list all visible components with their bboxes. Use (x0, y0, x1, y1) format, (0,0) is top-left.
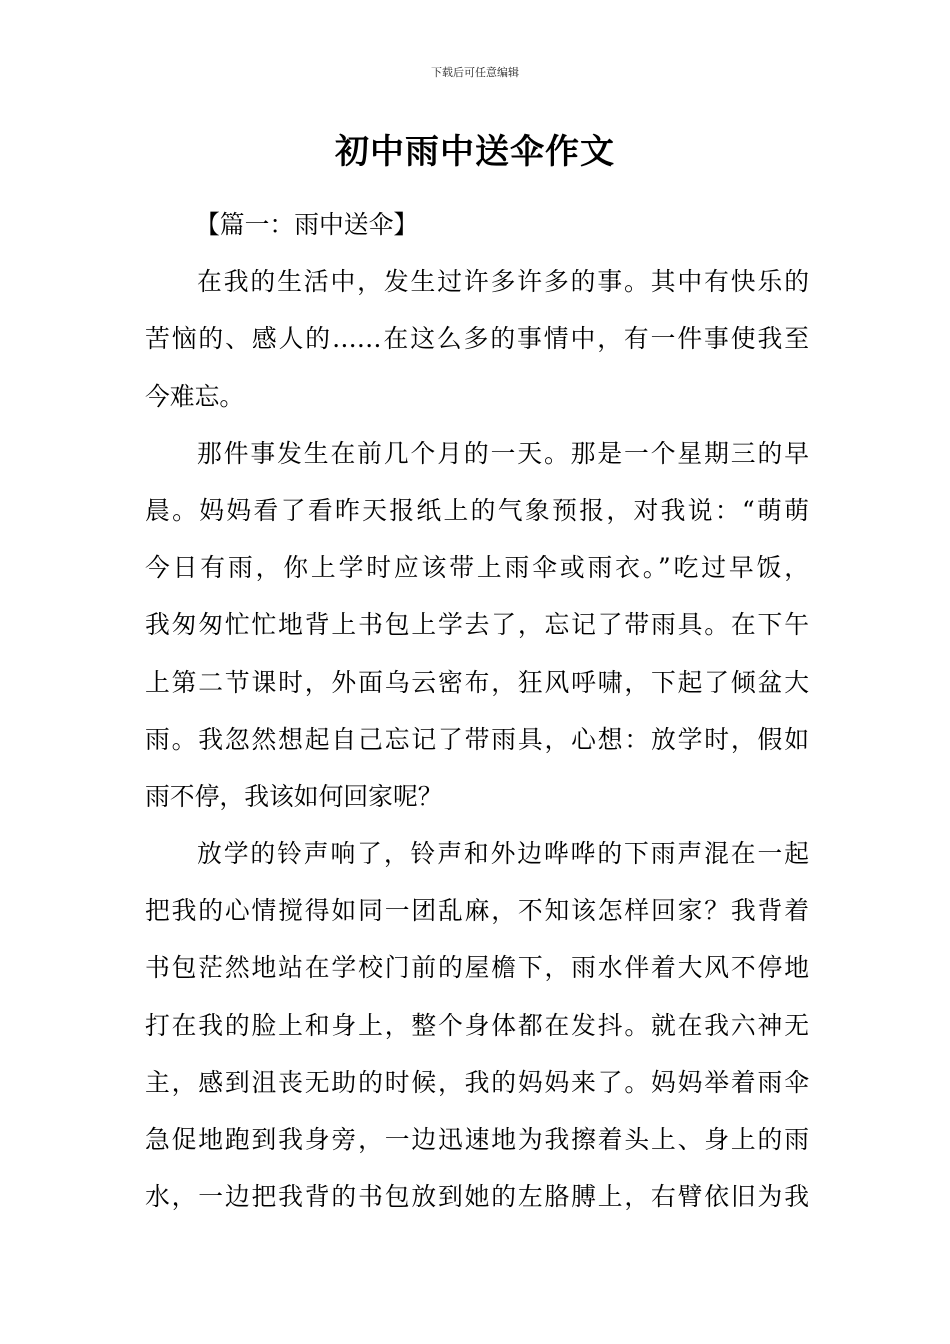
paragraph-line: 急促地跑到我身旁，一边迅速地为我擦着头上、身上的雨 (145, 1125, 809, 1155)
paragraph-line: 雨。我忽然想起自己忘记了带雨具，心想：放学时，假如 (145, 724, 809, 754)
paragraph-line: 雨不停，我该如何回家呢？ (145, 781, 443, 811)
paragraph-line: 主，感到沮丧无助的时候，我的妈妈来了。妈妈举着雨伞 (145, 1067, 809, 1097)
paragraph-line: 我匆匆忙忙地背上书包上学去了，忘记了带雨具。在下午 (145, 610, 809, 640)
section-heading: 【篇一：雨中送伞】 (195, 210, 419, 239)
paragraph-line: 上第二节课时，外面乌云密布，狂风呼啸，下起了倾盆大 (145, 667, 809, 697)
document-title: 初中雨中送伞作文 (335, 132, 615, 172)
paragraph-line: 在我的生活中，发生过许多许多的事。其中有快乐的 (197, 267, 809, 297)
document-body (145, 196, 809, 1225)
paragraph-line: 苦恼的、感人的……在这么多的事情中，有一件事使我至 (145, 324, 809, 354)
paragraph-line: 水，一边把我背的书包放到她的左胳膊上，右臂依旧为我 (145, 1182, 809, 1212)
paragraph-1 (145, 253, 809, 425)
paragraph-3 (145, 825, 809, 1225)
header-note: 下载后可任意编辑 (431, 66, 519, 79)
paragraph-line: 晨。妈妈看了看昨天报纸上的气象预报，对我说：“萌萌 (145, 495, 809, 525)
paragraph-2 (145, 425, 809, 825)
paragraph-line: 那件事发生在前几个月的一天。那是一个星期三的早 (197, 438, 809, 468)
paragraph-line: 今难忘。 (145, 381, 245, 411)
paragraph-line: 把我的心情搅得如同一团乱麻，不知该怎样回家？我背着 (145, 896, 809, 926)
paragraph-line: 放学的铃声响了，铃声和外边哗哗的下雨声混在一起 (197, 839, 809, 869)
paragraph-line: 书包茫然地站在学校门前的屋檐下，雨水伴着大风不停地 (145, 953, 809, 983)
paragraph-line: 今日有雨，你上学时应该带上雨伞或雨衣。”吃过早饭， (145, 553, 809, 583)
paragraph-line: 打在我的脸上和身上，整个身体都在发抖。就在我六神无 (145, 1010, 809, 1040)
